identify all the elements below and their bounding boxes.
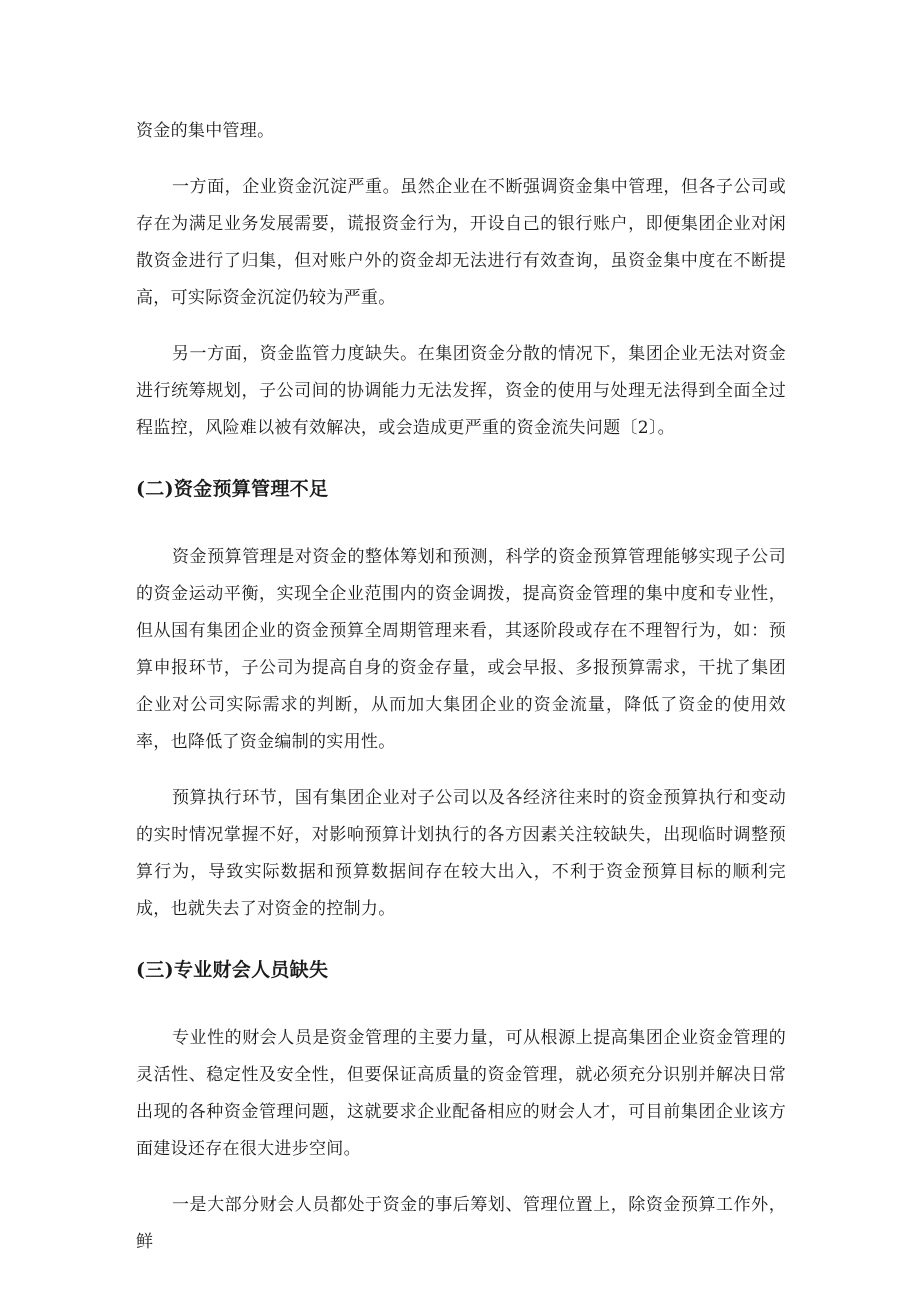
paragraph-post-planning: 一是大部分财会人员都处于资金的事后筹划、管理位置上，除资金预算工作外，鲜 xyxy=(136,1195,786,1252)
paragraph-budget-management: 资金预算管理是对资金的整体筹划和预测，科学的资金预算管理能够实现子公司的资金运动平衡，实现全企业范围内的资金调拨，提高资金管理的集中度和专业性，但从国有集团企业的资金预算全周期管理来看，其逐阶段或存在不理智行为，如：预算申报环节，子公司为提高自身的资金存量，或会早报、多报预算需求，干扰了集团企业对公司实际需求的判断，从而加大集团企业的资金流量，降低了资金的使用效率，也降低了资金编制的实用性。 xyxy=(136,547,786,752)
paragraph-capital-sedimentation: 一方面，企业资金沉淀严重。虽然企业在不断强调资金集中管理，但各子公司或存在为满足业务发展需要，谎报资金行为，开设自己的银行账户，即便集团企业对闲散资金进行了归集，但对账户外的资金却无法进行有效查询，虽资金集中度在不断提高，可实际资金沉淀仍较为严重。 xyxy=(136,177,786,308)
paragraph-budget-execution: 预算执行环节，国有集团企业对子公司以及各经济往来时的资金预算执行和变动的实时情况掌握不好，对影响预算计划执行的各方因素关注较缺失，出现临时调整预算行为，导致实际数据和预算数据间存在较大出入，不利于资金预算目标的顺利完成，也就失去了对资金的控制力。 xyxy=(136,788,786,919)
section-heading-accounting-staff: (三)专业财会人员缺失 xyxy=(136,959,329,981)
paragraph-accounting-staff: 专业性的财会人员是资金管理的主要力量，可从根源上提高集团企业资金管理的灵活性、稳定性及安全性，但要保证高质量的资金管理，就必须充分识别并解决日常出现的各种资金管理问题，这就要求企业配备相应的财会人才，可目前集团企业该方面建设还存在很大进步空间。 xyxy=(136,1028,786,1159)
paragraph-continuation: 资金的集中管理。 xyxy=(136,121,275,141)
document-body xyxy=(136,113,786,1261)
section-heading-budget-management: (二)资金预算管理不足 xyxy=(136,478,329,500)
paragraph-supervision-lacking: 另一方面，资金监管力度缺失。在集团资金分散的情况下，集团企业无法对资金进行统筹规划，子公司间的协调能力无法发挥，资金的使用与处理无法得到全面全过程监控，风险难以被有效解决，或会造成更严重的资金流失问题〔2〕。 xyxy=(136,344,786,438)
